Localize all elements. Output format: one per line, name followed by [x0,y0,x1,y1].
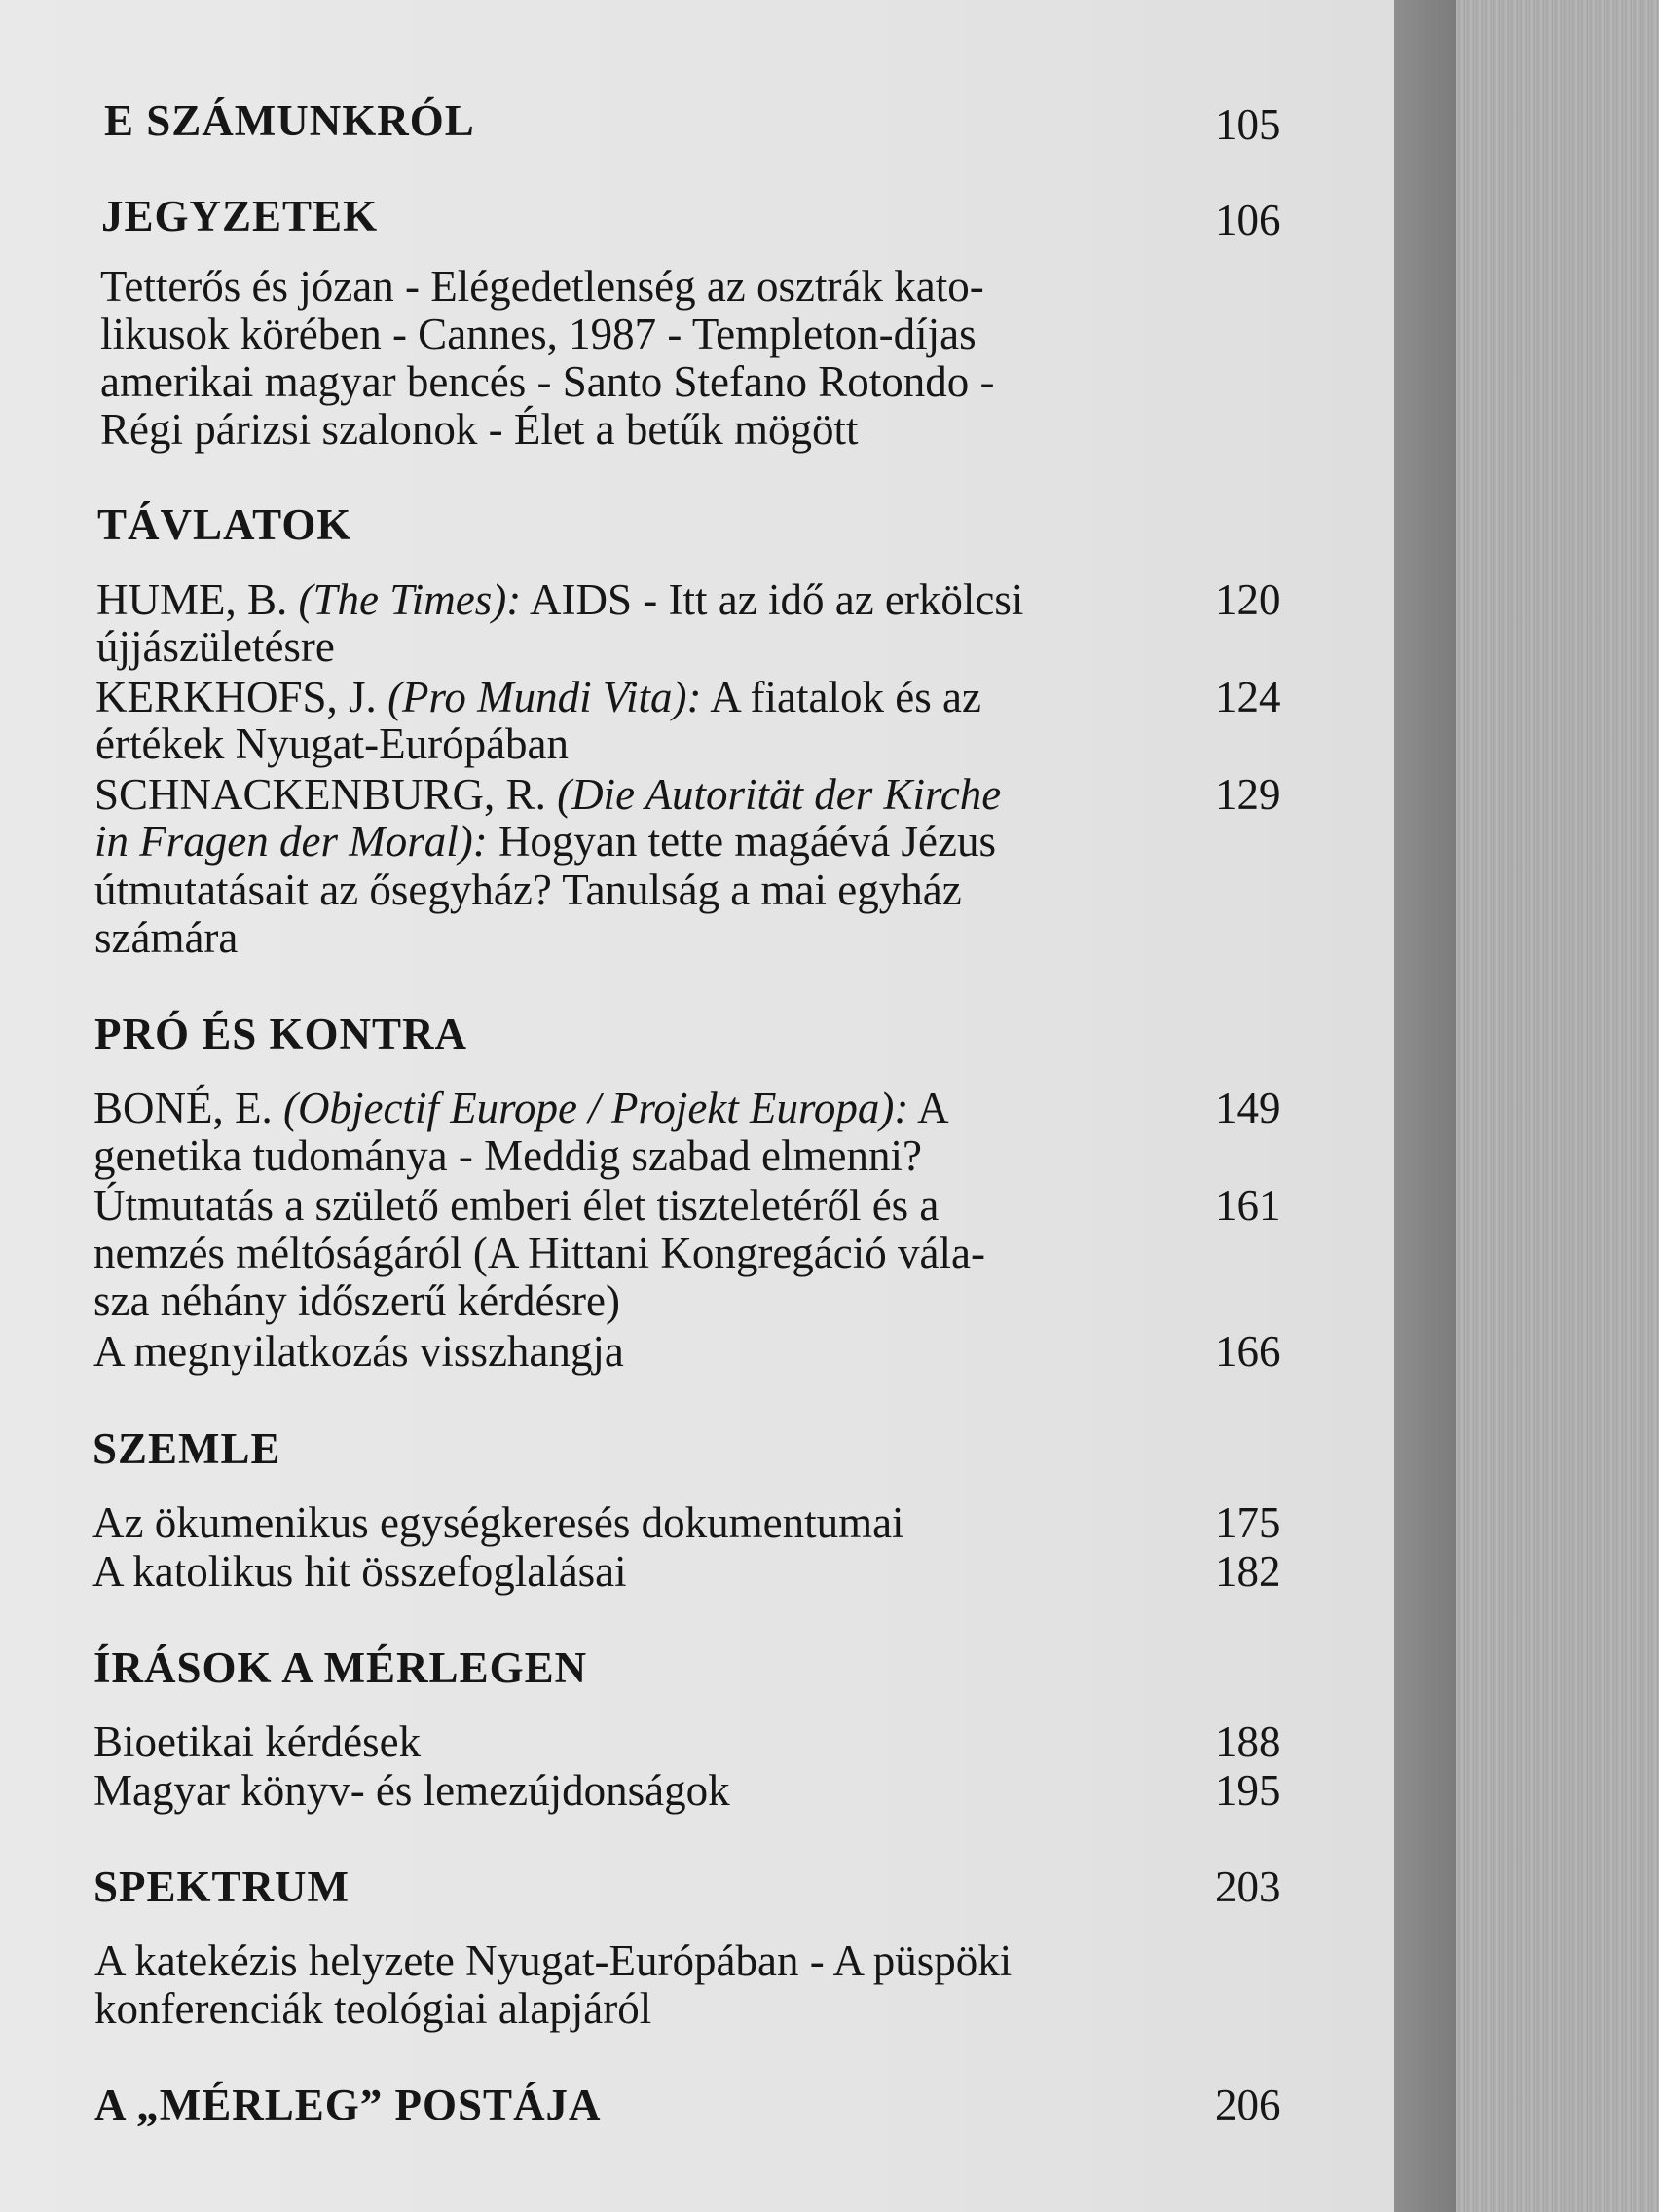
entry-line: újjászületésre [96,622,335,671]
section-heading: PRÓ ÉS KONTRA [94,1010,468,1058]
entry-author: SCHNACKENBURG, R. [94,770,546,819]
entry-title: AIDS - Itt az idő az erkölcsi [530,575,1024,624]
section-heading: A „MÉRLEG” POSTÁJA [94,2081,602,2129]
entry-line [93,1083,949,1133]
entry-line: útmutatásait az ősegyház? Tanulság a mai egyház [94,866,962,914]
entry-line [95,672,981,722]
entry-line: konferenciák teológiai alapjáról [94,1984,652,2033]
page-number: 105 [1215,100,1281,149]
page-number: 188 [1215,1717,1281,1766]
entry-title: Hogyan tette magáévá Jézus [498,817,996,866]
page-shadow [1394,0,1456,2212]
page-number: 206 [1215,2081,1281,2129]
entry-line: számára [94,913,239,962]
entry-source: in Fragen der Moral): [94,817,488,866]
entry-line: Régi párizsi szalonok - Élet a betűk mögött [100,405,859,454]
entry-author: BONÉ, E. [93,1084,273,1132]
entry-line [96,574,1023,625]
entry-line: genetika tudománya - Meddig szabad elmenni? [93,1131,922,1180]
section-heading: SZEMLE [92,1424,281,1473]
entry-author: HUME, B. [96,575,288,624]
entry-line: A katolikus hit összefoglalásai [92,1547,627,1596]
entry-title: A [917,1084,949,1132]
page-number: 161 [1215,1181,1281,1230]
entry-line: A megnyilatkozás visszhangja [93,1327,624,1376]
entry-line: értékek Nyugat-Európában [95,719,570,768]
entry-author: KERKHOFS, J. [95,673,377,721]
entry-line: nemzés méltóságáról (A Hittani Kongregáció vála- [93,1229,985,1277]
page-number: 129 [1215,770,1281,819]
page-number: 124 [1215,673,1281,721]
section-heading: SPEKTRUM [93,1862,350,1911]
section-heading: ÍRÁSOK A MÉRLEGEN [93,1643,588,1692]
entry-line: Tetterős és józan - Elégedetlenség az osztrák kato- [100,262,984,311]
section-heading: E SZÁMUNKRÓL [104,96,475,145]
page-number: 149 [1215,1084,1281,1132]
background-surface [1456,0,1659,2212]
entry-title: A fiatalok és az [710,673,981,721]
entry-line [94,816,996,866]
page-number: 166 [1215,1327,1281,1376]
page-number: 195 [1215,1766,1281,1815]
page-number: 203 [1215,1862,1281,1911]
entry-line: likusok körében - Cannes, 1987 - Templeton-díjas [100,310,977,358]
entry-source: (Die Autorität der Kirche [557,770,1002,819]
entry-line: Magyar könyv- és lemezújdonságok [93,1766,730,1815]
entry-line: sza néhány időszerű kérdésre) [93,1276,620,1325]
page-number: 182 [1215,1547,1281,1596]
entry-line [94,769,1001,820]
entry-line: Az ökumenikus egységkeresés dokumentumai [92,1498,904,1547]
entry-line: amerikai magyar bencés - Santo Stefano Rotondo - [100,357,995,406]
section-heading: JEGYZETEK [101,192,379,240]
entry-line: Útmutatás a születő emberi élet tiszteletéről és a [93,1181,940,1230]
page-number: 106 [1215,196,1281,244]
page-number: 175 [1215,1498,1281,1547]
entry-source: (Objectif Europe / Projekt Europa): [283,1084,909,1132]
entry-line: Bioetikai kérdések [93,1717,422,1766]
entry-line: A katekézis helyzete Nyugat-Európában - A püspöki [94,1936,1013,1985]
page-number: 120 [1215,575,1281,624]
section-heading: TÁVLATOK [97,500,352,549]
entry-source: (Pro Mundi Vita): [387,673,702,721]
entry-source: (The Times): [298,575,522,624]
